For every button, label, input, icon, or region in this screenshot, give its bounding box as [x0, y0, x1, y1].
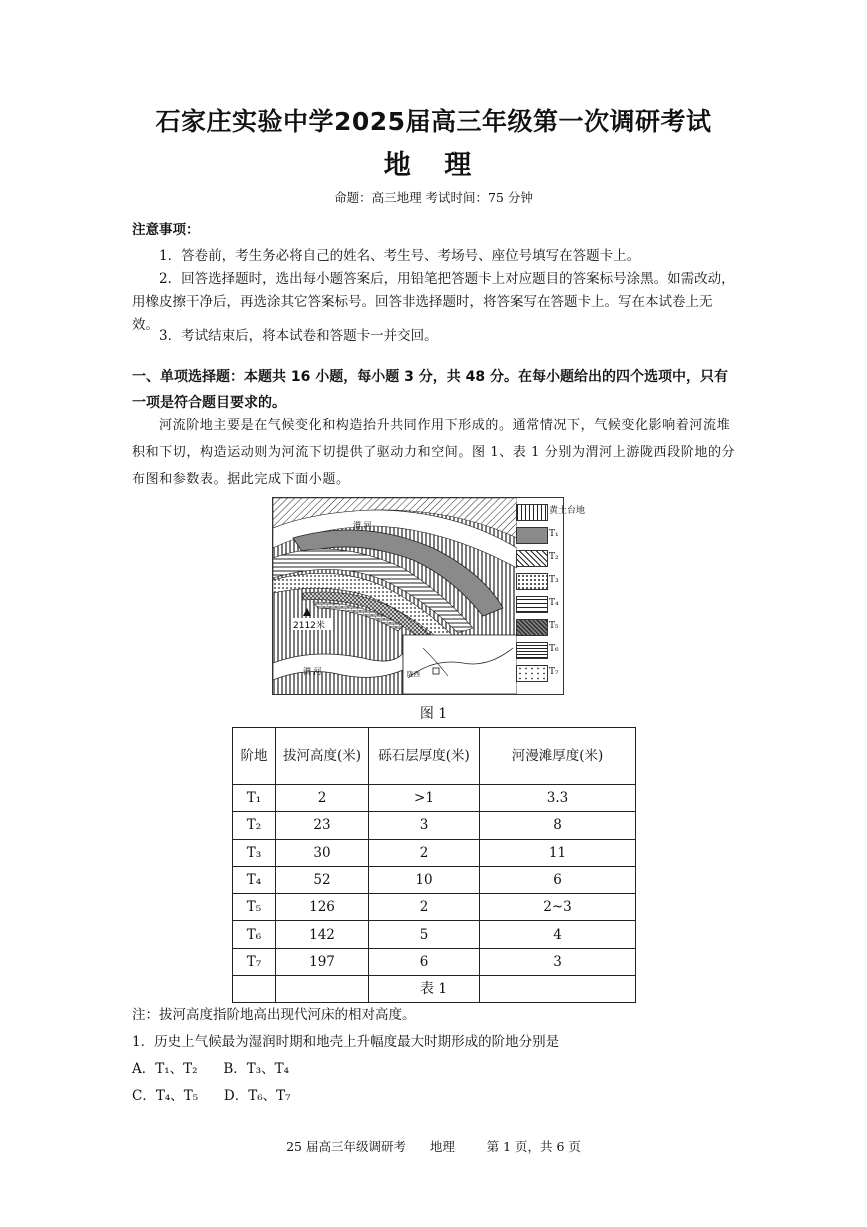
figure-legend: [516, 500, 586, 684]
table-header: 砾石层厚度(米): [369, 728, 480, 785]
table-caption: 表 1: [419, 981, 448, 997]
table-header: 阶地: [233, 728, 276, 785]
inset-label: 陇西: [407, 670, 420, 678]
notice-item-1: 1．答卷前，考生务必将自己的姓名、考生号、考场号、座位号填写在答题卡上。: [159, 248, 641, 264]
table-row: T₇ 197 6 3: [233, 948, 636, 975]
legend-item: T₄: [516, 592, 586, 615]
legend-item: T₂: [516, 546, 586, 569]
table-row: T₂ 23 3 8: [233, 812, 636, 839]
legend-item: T₁: [516, 523, 586, 546]
legend-item: T₅: [516, 615, 586, 638]
intro-paragraph: 河流阶地主要是在气候变化和构造抬升共同作用下形成的。通常情况下，气候变化影响着河流堆积和下切，构造运动则为河流下切提供了驱动力和空间。图 1、表 1 分别为渭河上游陇西段阶地的分布图和参数表。据此完成下面小题。: [132, 418, 736, 487]
notice-heading: 注意事项：: [132, 222, 200, 238]
table-header: 河漫滩厚度(米): [480, 728, 636, 785]
notice-item-3: 3．考试结束后，将本试卷和答题卡一并交回。: [159, 328, 438, 344]
figure-caption: 图 1: [419, 706, 448, 722]
exam-title: 石家庄实验中学2025届高三年级第一次调研考试: [155, 107, 712, 136]
table-row: T₅ 126 2 2~3: [233, 894, 636, 921]
legend-item: T₆: [516, 638, 586, 661]
location-inset: [403, 635, 517, 694]
question-options-ab: A．T₁、T₂ B．T₃、T₄: [132, 1061, 290, 1077]
table-row: T₆ 142 5 4: [233, 921, 636, 948]
section-heading: 一、单项选择题：本题共 16 小题，每小题 3 分，共 48 分。在每小题给出的四个选项中，只有一项是符合题目要求的。: [132, 369, 728, 411]
notice-item-2: 2．回答选择题时，选出每小题答案后，用铅笔把答题卡上对应题目的答案标号涂黑。如需改动，用橡皮擦干净后，再选涂其它答案标号。回答非选择题时，将答案写在答题卡上。写在本试卷上无效。: [132, 271, 735, 333]
river-label-bottom: 渭 河: [303, 667, 322, 676]
terrace-map-svg: [273, 498, 517, 694]
table-row: T₁ 2 >1 3.3: [233, 785, 636, 812]
exam-meta: 命题：高三地理 考试时间：75 分钟: [334, 190, 533, 205]
legend-item: T₃: [516, 569, 586, 592]
table-row: T₄ 52 10 6: [233, 866, 636, 893]
elevation-label: 2112米: [293, 621, 325, 631]
table-header: 拔河高度(米): [276, 728, 369, 785]
question-stem: 1．历史上气候最为湿润时期和地壳上升幅度最大时期形成的阶地分别是: [132, 1034, 560, 1050]
subject-title: 地 理: [383, 150, 484, 181]
river-label-top: 渭 河: [353, 521, 372, 530]
table-note: 注：拔河高度指阶地高出现代河床的相对高度。: [132, 1007, 416, 1023]
table-row: T₃ 30 2 11: [233, 839, 636, 866]
question-options-cd: C．T₄、T₅ D．T₆、T₇: [132, 1088, 291, 1104]
terrace-table: [232, 727, 636, 1003]
legend-item: 黄土台地: [516, 500, 586, 523]
page-footer: 25 届高三年级调研考 地理 第 1 页，共 6 页: [286, 1139, 581, 1154]
table-header-row: [233, 728, 636, 785]
legend-item: T₇: [516, 661, 586, 684]
